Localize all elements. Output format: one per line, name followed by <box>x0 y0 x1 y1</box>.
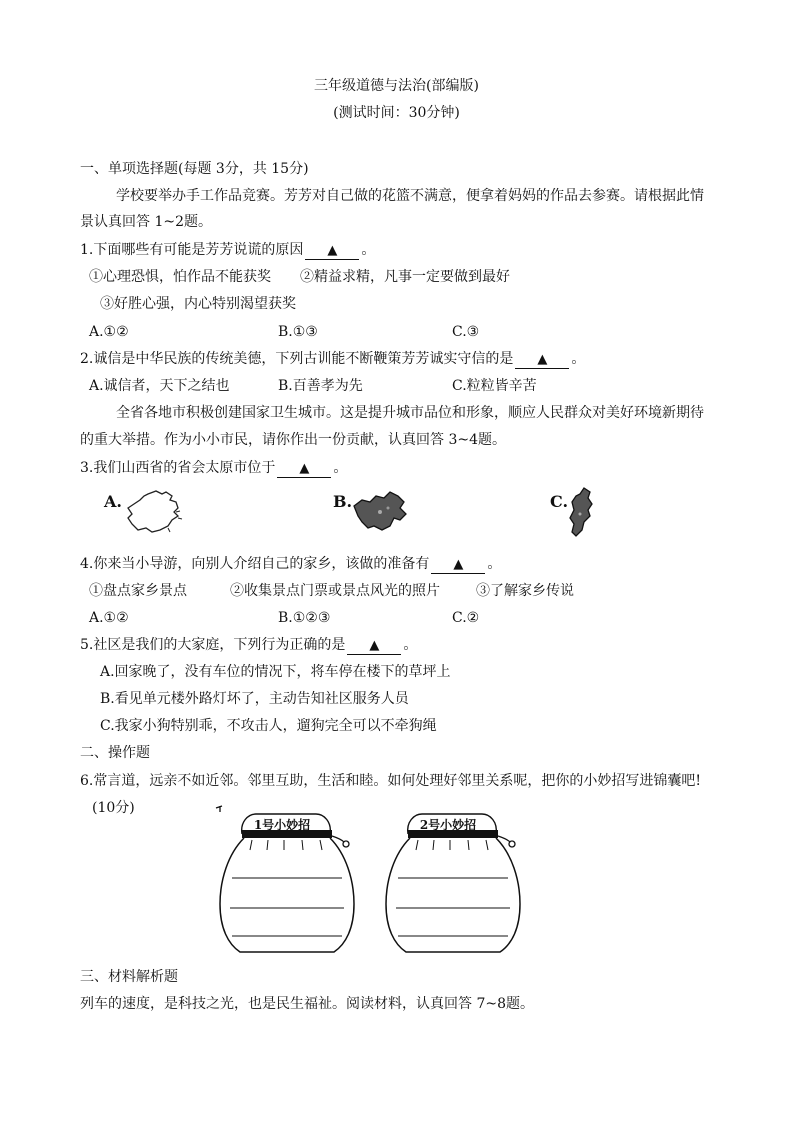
q1-statement-3: ③好胜心强，内心特别渴望获奖 <box>100 296 296 312</box>
q2-option-c[interactable]: C.粒粒皆辛苦 <box>452 378 537 394</box>
q2-option-b[interactable]: B.百善孝为先 <box>278 378 363 394</box>
q1-option-a[interactable]: A.①② <box>89 324 129 340</box>
q3-option-b[interactable]: B. <box>333 492 353 511</box>
section1-heading: 一、单项选择题(每题 3分，共 15分) <box>80 161 309 177</box>
q5-option-c[interactable]: C.我家小狗特别乖，不攻击人，遛狗完全可以不牵狗绳 <box>100 718 437 734</box>
answer-blank-q1[interactable]: ▲ <box>305 243 359 260</box>
q4-statement-1: ①盘点家乡景点 <box>89 583 187 599</box>
scenario1-text-line2: 景认真回答 1~2题。 <box>80 214 212 230</box>
question-3-stem: 3.我们山西省的省会太原市位于 ▲ 。 <box>80 460 348 476</box>
q4-option-a[interactable]: A.①② <box>89 610 129 626</box>
answer-blank-q4[interactable]: ▲ <box>431 557 485 574</box>
province-outline-map-c <box>566 486 596 538</box>
q5-option-b[interactable]: B.看见单元楼外路灯坏了，主动告知社区服务人员 <box>100 691 409 707</box>
province-outline-map-b <box>350 488 410 534</box>
question-2-stem: 2.诚信是中华民族的传统美德，下列古训能不断鞭策芳芳诚实守信的是 ▲ 。 <box>80 351 586 367</box>
silk-bag-1-title: 1号小妙招 <box>253 818 311 832</box>
q2-option-a[interactable]: A.诚信者，天下之结也 <box>89 378 230 394</box>
question-4-stem: 4.你来当小导游，向别人介绍自己的家乡，该做的准备有 ▲ 。 <box>80 556 502 572</box>
q3-option-a[interactable]: A. <box>104 492 122 511</box>
q5-option-a[interactable]: A.回家晚了，没有车位的情况下，将车停在楼下的草坪上 <box>100 664 451 680</box>
section2-heading: 二、操作题 <box>80 745 150 761</box>
silk-bag-2-title: 2号小妙招 <box>419 818 477 832</box>
q4-statement-2: ②收集景点门票或景点风光的照片 <box>230 583 440 599</box>
q4-option-b[interactable]: B.①②③ <box>278 610 331 626</box>
question-1-stem: 1.下面哪些有可能是芳芳说谎的原因 ▲ 。 <box>80 242 376 258</box>
question-6-stem: 6.常言道，远亲不如近邻。邻里互助，生活和睦。如何处理好邻里关系呢，把你的小妙招写进锦囊吧! <box>80 773 701 789</box>
q3-option-c[interactable]: C. <box>550 492 569 511</box>
question-6-score: (10分) <box>92 800 135 816</box>
q4-option-c[interactable]: C.② <box>452 610 480 626</box>
province-outline-map-a <box>120 488 190 536</box>
question-5-stem: 5.社区是我们的大家庭，下列行为正确的是 ▲ 。 <box>80 637 418 653</box>
q1-statement-2: ②精益求精，凡事一定要做到最好 <box>300 269 510 285</box>
answer-blank-q3[interactable]: ▲ <box>277 461 331 478</box>
section3-intro: 列车的速度，是科技之光，也是民生福祉。阅读材料，认真回答 7~8题。 <box>80 996 534 1012</box>
scenario2-text-line1: 全省各地市积极创建国家卫生城市。这是提升城市品位和形象，顺应人民群众对美好环境新期待 <box>116 405 704 421</box>
q1-statement-1: ①心理恐惧，怕作品不能获奖 <box>89 269 271 285</box>
section3-heading: 三、材料解析题 <box>80 969 178 985</box>
exam-title: 三年级道德与法治(部编版) <box>314 78 479 94</box>
answer-blank-q2[interactable]: ▲ <box>515 352 569 369</box>
answer-blank-q5[interactable]: ▲ <box>347 638 401 655</box>
q4-statement-3: ③了解家乡传说 <box>476 583 574 599</box>
scenario1-text-line1: 学校要举办手工作品竞赛。芳芳对自己做的花篮不满意，便拿着妈妈的作品去参赛。请根据此情 <box>116 188 704 204</box>
exam-duration: (测试时间：30分钟) <box>333 105 460 121</box>
q1-option-b[interactable]: B.①③ <box>278 324 318 340</box>
scenario2-text-line2: 的重大举措。作为小小市民，请你作出一份贡献，认真回答 3~4题。 <box>80 432 506 448</box>
q1-option-c[interactable]: C.③ <box>452 324 480 340</box>
